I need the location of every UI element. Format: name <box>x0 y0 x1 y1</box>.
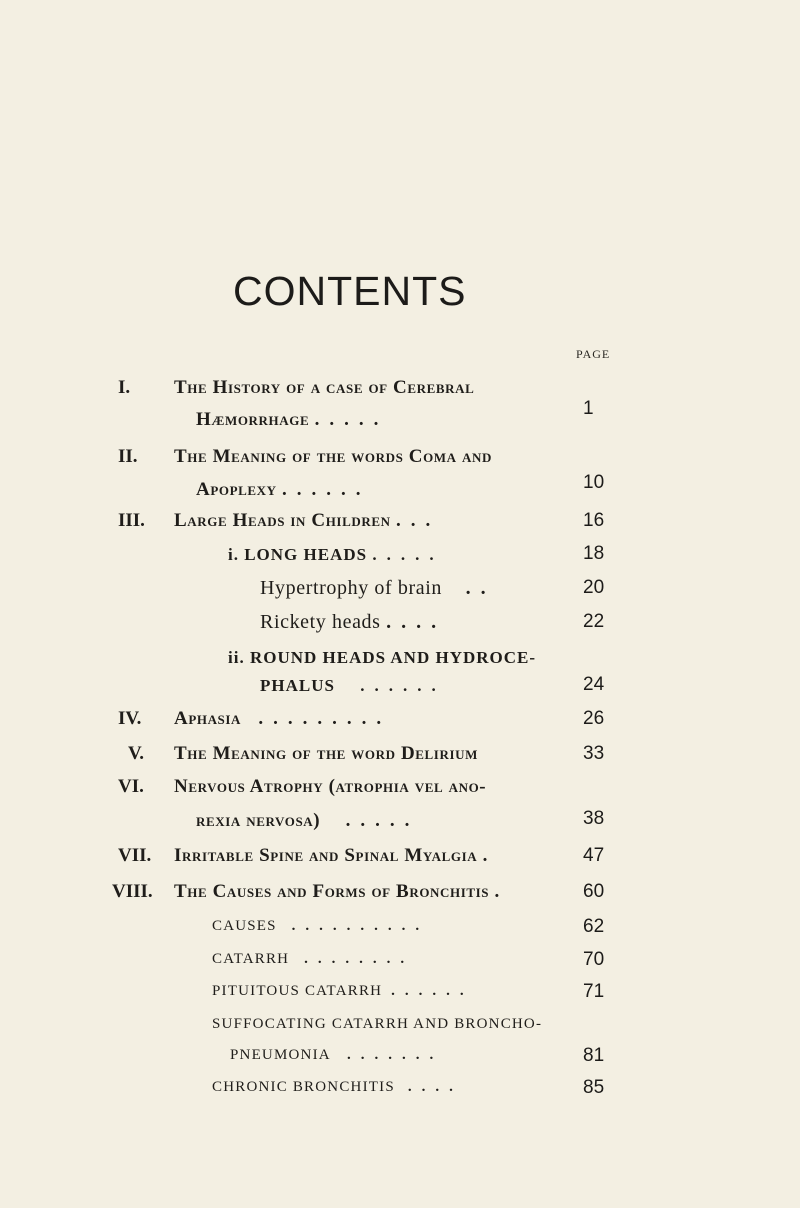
page-number: 38 <box>583 808 605 829</box>
subsection-title: i. LONG HEADS ..... <box>228 545 444 564</box>
subsection-title: PITUITOUS CATARRH ...... <box>212 983 474 999</box>
subsection-title-continued: PNEUMONIA ....... <box>230 1047 444 1063</box>
page-number: 47 <box>583 845 605 866</box>
chapter-title: The History of a case of Cerebral <box>174 377 475 398</box>
chapter-title: The Causes and Forms of Bronchitis . <box>174 881 510 902</box>
page-number: 22 <box>583 611 605 632</box>
page-number: 1 <box>583 398 594 419</box>
chapter-title: Aphasia ......... <box>174 708 392 729</box>
chapter-title-continued: Hæmorrhage ..... <box>196 409 389 430</box>
page-number: 26 <box>583 708 605 729</box>
subsection-title: SUFFOCATING CATARRH AND BRONCHO- <box>212 1016 543 1032</box>
chapter-number: II. <box>118 446 138 467</box>
chapter-title: Large Heads in Children ... <box>174 510 441 531</box>
chapter-title: Nervous Atrophy (atrophia vel ano- <box>174 776 487 797</box>
chapter-title: The Meaning of the words Coma and <box>174 446 492 467</box>
page-title: CONTENTS <box>233 268 467 314</box>
chapter-title: The Meaning of the word Delirium <box>174 743 478 764</box>
page-number: 85 <box>583 1077 605 1098</box>
page-column-header: PAGE <box>576 347 611 361</box>
chapter-number: III. <box>118 510 145 531</box>
chapter-title: Irritable Spine and Spinal Myalgia . <box>174 845 498 866</box>
page-number: 60 <box>583 881 605 902</box>
chapter-number: VIII. <box>112 881 153 902</box>
page-number: 33 <box>583 743 605 764</box>
chapter-number: I. <box>118 377 131 398</box>
subsection-title-continued: PHALUS ...... <box>260 676 446 695</box>
chapter-number: VII. <box>118 845 152 866</box>
page-number: 16 <box>583 510 605 531</box>
page-number: 71 <box>583 981 605 1002</box>
page-number: 18 <box>583 543 605 564</box>
chapter-title-continued: rexia nervosa) ..... <box>196 810 420 831</box>
page-number: 20 <box>583 577 605 598</box>
page-number: 24 <box>583 674 605 695</box>
page-number: 62 <box>583 916 605 937</box>
subsection-title: CAUSES .......... <box>212 918 430 934</box>
subsection-item: Rickety heads .... <box>260 611 447 633</box>
chapter-number: VI. <box>118 776 144 797</box>
chapter-title-continued: Apoplexy ...... <box>196 479 371 500</box>
chapter-number: IV. <box>118 708 142 729</box>
subsection-title: ii. ROUND HEADS AND HYDROCE- <box>228 648 537 667</box>
page-number: 81 <box>583 1045 605 1066</box>
subsection-title: CHRONIC BRONCHITIS .... <box>212 1079 463 1095</box>
page-number: 70 <box>583 949 605 970</box>
chapter-number: V. <box>128 743 145 764</box>
subsection-item: Hypertrophy of brain .. <box>260 577 496 599</box>
page-number: 10 <box>583 472 605 493</box>
subsection-title: CATARRH ........ <box>212 951 415 967</box>
